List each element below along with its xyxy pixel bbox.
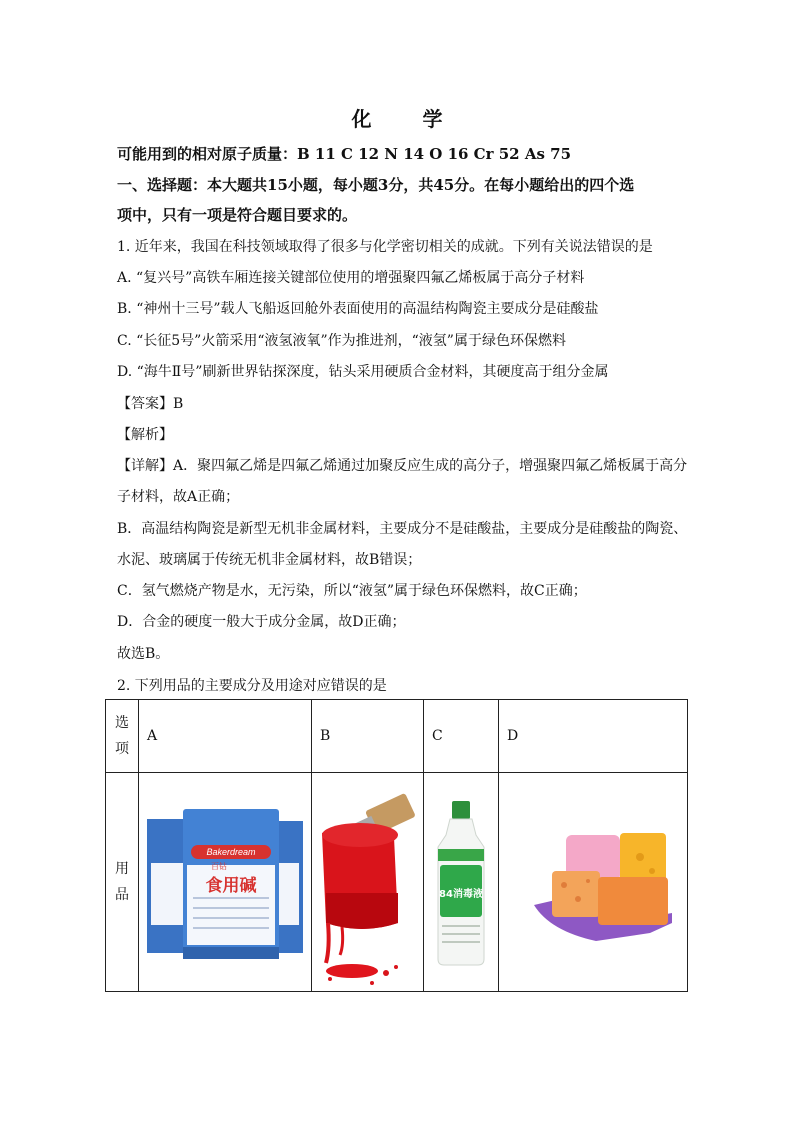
q1-answer: 【答案】B: [117, 396, 184, 412]
table-row: [106, 700, 688, 773]
q2-stem: 2. 下列用品的主要成分及用途对应错误的是: [117, 678, 387, 694]
option-c-image-cell: [424, 773, 499, 992]
red-paint-image: [312, 773, 423, 991]
product-name-text: 食用碱: [205, 876, 257, 896]
option-header-d: D: [499, 700, 688, 773]
soap-image: [499, 773, 687, 991]
baking-soda-image: [139, 773, 311, 991]
q1-analysis-label: 【解析】: [117, 427, 173, 443]
q1-detail-line: B．高温结构陶瓷是新型无机非金属材料，主要成分不是硅酸盐，主要成分是硅酸盐的陶瓷、: [117, 521, 688, 537]
row-label-items: [106, 773, 139, 992]
row-label-char: 项: [115, 741, 129, 757]
option-header-c: C: [424, 700, 499, 773]
brand-text: Bakerdream: [206, 847, 256, 857]
section-heading-line2: 项中，只有一项是符合题目要求的。: [117, 206, 358, 224]
section-heading-line1: 一、选择题：本大题共15小题，每小题3分，共45分。在每小题给出的四个选: [117, 176, 635, 194]
brand-cn-text: 百钻: [211, 862, 227, 871]
option-b-image-cell: [312, 773, 424, 992]
q1-option-c: C. “长征5号”火箭采用“液氢液氧”作为推进剂，“液氢”属于绿色环保燃料: [117, 333, 566, 349]
bottle-label-text: 84消毒液: [439, 889, 483, 900]
q2-options-table: [105, 699, 688, 992]
option-a-image-cell: [139, 773, 312, 992]
row-label-char: 品: [115, 887, 129, 903]
q1-detail-line: D．合金的硬度一般大于成分金属，故D正确；: [117, 614, 406, 630]
row-label-options: [106, 700, 139, 773]
q1-option-a: A. “复兴号”高铁车厢连接关键部位使用的增强聚四氟乙烯板属于高分子材料: [117, 270, 585, 286]
q1-option-d: D. “海牛Ⅱ号”刷新世界钻探深度，钻头采用硬质合金材料，其硬度高于组分金属: [117, 364, 609, 380]
disinfectant-bottle-image: [424, 773, 498, 991]
table-row: [106, 773, 688, 992]
q1-detail-line: 子材料，故A正确；: [117, 489, 240, 505]
q1-stem: 1. 近年来，我国在科技领域取得了很多与化学密切相关的成就。下列有关说法错误的是: [117, 239, 653, 255]
q1-detail-line: 【详解】A．聚四氟乙烯是四氟乙烯通过加聚反应生成的高分子，增强聚四氟乙烯板属于高分: [117, 458, 688, 474]
row-label-char: 选: [115, 715, 129, 731]
option-header-b: B: [312, 700, 424, 773]
q1-detail-line: 水泥、玻璃属于传统无机非金属材料，故B错误；: [117, 552, 422, 568]
row-label-char: 用: [115, 861, 129, 877]
option-header-a: A: [139, 700, 312, 773]
q1-detail-line: 故选B。: [117, 646, 170, 662]
q1-detail-line: C．氢气燃烧产物是水，无污染，所以“液氢”属于绿色环保燃料，故C正确；: [117, 583, 587, 599]
q1-option-b: B. “神州十三号”载人飞船返回舱外表面使用的高温结构陶瓷主要成分是硅酸盐: [117, 301, 599, 317]
page-title: 化 学: [351, 107, 465, 131]
atomic-masses: 可能用到的相对原子质量：B 11 C 12 N 14 O 16 Cr 52 As 75: [117, 145, 572, 163]
option-d-image-cell: [499, 773, 688, 992]
